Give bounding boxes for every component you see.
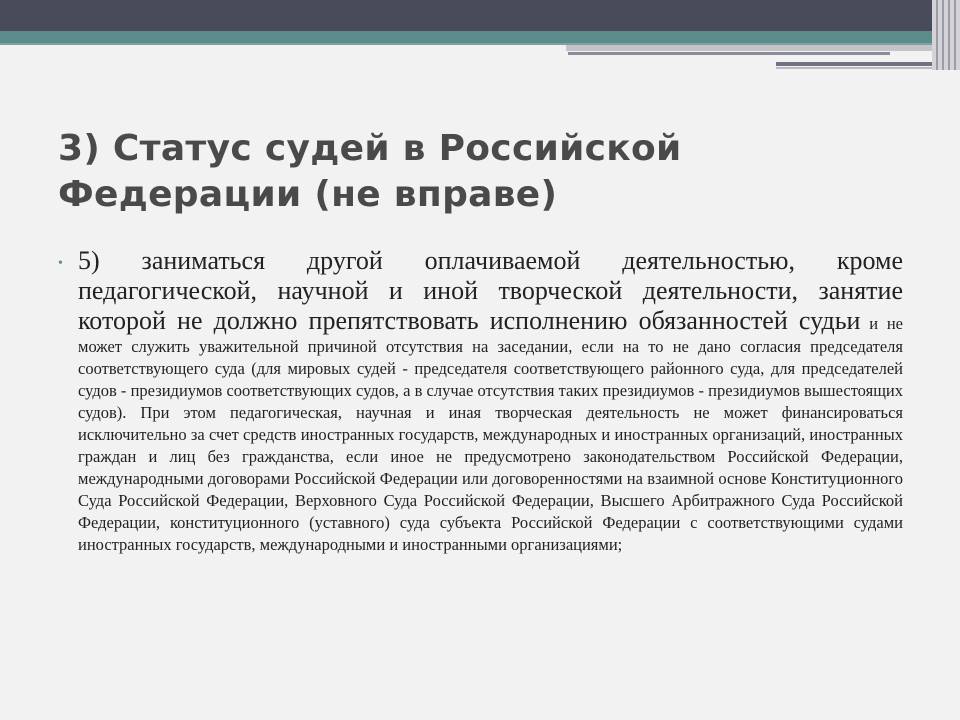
header-accent-band	[0, 31, 932, 43]
header-decor-line	[776, 67, 942, 69]
header-decor-line	[776, 62, 942, 66]
header-decor-bar	[566, 45, 932, 51]
bullet-detail-text: и не может служить уважительной причиной отсутствия на заседании, если на то не дано согласия председателя соответствующего суда (для мировых судей - председателя соответствующего районного суда, для председателей судов - президиумов соответствующих судов, а в случае отсутствия таких президиумов - президиумов вышестоящих судов). При этом педагогическая, научная и иная творческая деятельность не может финансироваться исключительно за счет средств иностранных государств, международных и иностранных организаций, иностранных граждан и лиц без гражданства, если иное не предусмотрено законодательством Российской Федерации, международными договорами Российской Федерации или договоренностями на взаимной основе Конституционного Суда Российской Федерации, Верховного Суда Российской Федерации, Высшего Арбитражного Суда Российской Федерации, конституционного (уставного) суда субъекта Российской Федерации с соответствующими судами иностранных государств, международными и иностранными организациями;	[78, 314, 903, 554]
slide-title: 3) Статус судей в Российской Федерации (не вправе)	[58, 128, 682, 215]
corner-stripes	[932, 0, 960, 70]
bullet-main-text: 5) заниматься другой оплачиваемой деятельностью, кроме педагогической, научной и иной творческой деятельности, занятие которой не должно препятствовать исполнению обязанностей судьи	[78, 246, 903, 335]
bullet-marker: •	[58, 256, 63, 271]
bullet-item	[58, 246, 903, 556]
bullet-text	[78, 246, 903, 556]
header-decor-line	[568, 52, 890, 55]
header-band	[0, 0, 932, 31]
